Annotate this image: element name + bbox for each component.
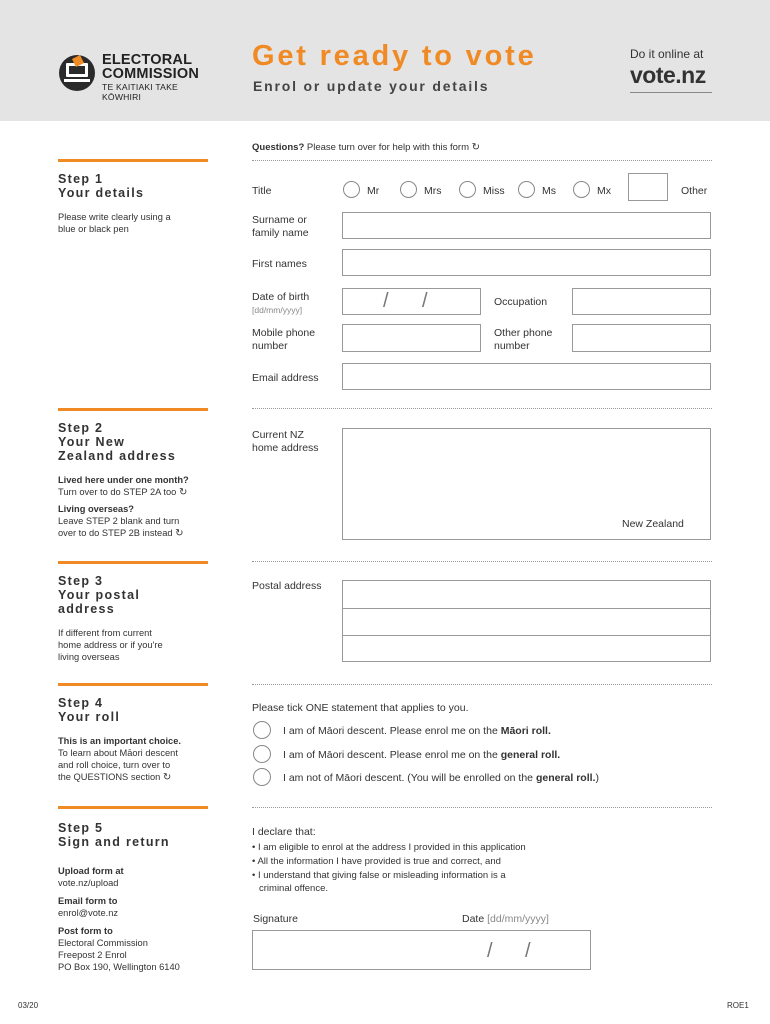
step1-note <box>58 211 171 235</box>
date-label-text: Date <box>462 913 485 925</box>
step3-note-line2: home address or if you're <box>58 640 163 650</box>
step4-title-line1: Step 4 <box>58 696 104 710</box>
roll-instruction: Please tick ONE statement that applies to you. <box>252 702 469 714</box>
roll-not-maori-label <box>283 772 599 784</box>
header-banner <box>0 0 770 121</box>
postal-address-line <box>343 635 710 636</box>
step2-title-line1: Step 2 <box>58 421 104 435</box>
divider <box>252 160 712 161</box>
email-bold: Email form to <box>58 896 118 906</box>
turn-over-icon: ↻ <box>471 142 481 153</box>
title-ms-radio[interactable] <box>518 181 535 198</box>
other-phone-input[interactable] <box>572 324 711 352</box>
dob-label: Date of birth <box>252 291 310 303</box>
step4-title <box>58 696 120 724</box>
step2-note1-text: Turn over to do STEP 2A too <box>58 487 177 497</box>
step2-note1-bold: Lived here under one month? <box>58 475 189 485</box>
step4-note-bold: This is an important choice. <box>58 736 181 746</box>
mobile-label <box>252 327 315 353</box>
step5-title <box>58 821 170 849</box>
title-mrs-label: Mrs <box>424 185 442 197</box>
declaration-text-3b: criminal offence. <box>259 882 328 894</box>
step4-note-line2: To learn about Māori descent <box>58 748 178 758</box>
surname-input[interactable] <box>342 212 711 239</box>
form-date-code: 03/20 <box>18 1001 39 1010</box>
vote-nz-link[interactable]: vote.nz <box>630 62 706 88</box>
post-info <box>58 925 180 973</box>
divider <box>252 561 712 562</box>
surname-label <box>252 214 309 240</box>
step2-note-overseas <box>58 503 184 540</box>
logo-text-maori: TE KAITIAKI TAKE KŌWHIRI <box>102 82 178 102</box>
date-slash-2: / <box>525 940 531 962</box>
step5-accent <box>58 806 208 809</box>
declare-heading: I declare that: <box>252 826 316 838</box>
step2-note2-bold: Living overseas? <box>58 504 134 514</box>
step4-note-line3: and roll choice, turn over to <box>58 760 171 770</box>
declaration-text-1: I am eligible to enrol at the address I provided in this application <box>257 842 526 853</box>
postal-address-input[interactable] <box>342 580 711 662</box>
date-hint: [dd/mm/yyyy] <box>487 913 549 925</box>
title-mr-label: Mr <box>367 185 380 197</box>
page-subtitle: Enrol or update your details <box>253 78 490 94</box>
roll-maori-bold: Māori roll. <box>500 725 551 737</box>
dob-slash-2: / <box>422 290 428 312</box>
roll-maori-radio[interactable] <box>253 721 271 739</box>
post-line1: Electoral Commission <box>58 938 148 948</box>
dob-hint: [dd/mm/yyyy] <box>252 305 303 315</box>
step3-accent <box>58 561 208 564</box>
post-line3: PO Box 190, Wellington 6140 <box>58 962 180 972</box>
other-phone-label-line1: Other phone <box>494 327 553 339</box>
step4-note <box>58 735 181 784</box>
postal-address-label: Postal address <box>252 580 322 592</box>
roll-not-maori-radio[interactable] <box>253 768 271 786</box>
step4-note-line4: the QUESTIONS section <box>58 772 161 782</box>
step3-note-line1: If different from current <box>58 628 152 638</box>
upload-url: vote.nz/upload <box>58 878 119 888</box>
declaration-item: • I understand that giving false or misleading information is a criminal offence. <box>252 870 572 895</box>
postal-address-line <box>343 608 710 609</box>
step3-note <box>58 627 163 663</box>
date-label <box>462 913 549 926</box>
vote-nz-underline <box>630 92 712 93</box>
turn-over-icon: ↻ <box>162 772 172 783</box>
surname-label-line2: family name <box>252 227 309 239</box>
declaration-item: • All the information I have provided is true and correct, and <box>252 856 501 867</box>
step1-note-line1: Please write clearly using a <box>58 212 171 222</box>
logo-text-commission: COMMISSION <box>102 66 200 82</box>
signature-label: Signature <box>253 913 298 925</box>
country-new-zealand: New Zealand <box>622 518 684 530</box>
step1-title-line1: Step 1 <box>58 172 104 186</box>
roll-maori-label <box>283 725 551 737</box>
step4-accent <box>58 683 208 686</box>
roll-not-maori-text: I am not of Māori descent. (You will be enrolled on the <box>283 772 534 784</box>
step4-title-line2: Your roll <box>58 710 121 724</box>
step5-title-line2: Sign and return <box>58 835 170 849</box>
title-mr-radio[interactable] <box>343 181 360 198</box>
title-mrs-radio[interactable] <box>400 181 417 198</box>
step3-title-line2: Your postal <box>58 588 141 602</box>
mobile-label-line2: number <box>252 340 288 352</box>
step5-title-line1: Step 5 <box>58 821 104 835</box>
step2-note2-line1: Leave STEP 2 blank and turn <box>58 516 180 526</box>
step2-accent <box>58 408 208 411</box>
title-other-label: Other <box>681 185 708 197</box>
dob-input[interactable] <box>342 288 481 315</box>
title-mx-label: Mx <box>597 185 611 197</box>
roll-maori-text: I am of Māori descent. Please enrol me on the <box>283 725 498 737</box>
declaration-text-3a: I understand that giving false or misleading information is a <box>257 870 506 881</box>
mobile-label-line1: Mobile phone <box>252 327 316 339</box>
title-mx-radio[interactable] <box>573 181 590 198</box>
step2-title-line3: Zealand address <box>58 449 177 463</box>
step3-title <box>58 574 140 616</box>
step1-note-line2: blue or black pen <box>58 224 129 234</box>
roll-not-maori-end: ) <box>595 772 599 784</box>
upload-bold: Upload form at <box>58 866 124 876</box>
title-label: Title <box>252 185 272 197</box>
logo-text-electoral: ELECTORAL <box>102 52 193 68</box>
divider <box>252 408 712 409</box>
turn-over-icon: ↻ <box>175 528 184 539</box>
roll-general-maori-label <box>283 749 560 761</box>
post-bold: Post form to <box>58 926 113 936</box>
divider <box>252 684 712 685</box>
step1-title <box>58 172 144 200</box>
signature-date-box[interactable] <box>252 930 591 970</box>
questions-bold: Questions? <box>252 142 305 153</box>
divider <box>252 807 712 808</box>
upload-info <box>58 865 124 889</box>
online-label: Do it online at <box>630 47 704 61</box>
step2-title <box>58 421 176 463</box>
roll-general-maori-bold: general roll. <box>500 749 561 761</box>
first-names-input[interactable] <box>342 249 711 276</box>
step3-title-line1: Step 3 <box>58 574 104 588</box>
title-other-input[interactable] <box>628 173 668 201</box>
other-phone-label <box>494 327 552 353</box>
occupation-input[interactable] <box>572 288 711 315</box>
first-names-label: First names <box>252 258 307 270</box>
home-address-label <box>252 429 319 455</box>
step1-title-line2: Your details <box>58 186 145 200</box>
surname-label-line1: Surname or <box>252 214 307 226</box>
dob-slash-1: / <box>383 290 389 312</box>
page-title: Get ready to vote <box>252 40 537 72</box>
step3-title-line3: address <box>58 602 116 616</box>
home-address-input[interactable] <box>342 428 711 540</box>
declaration-text-2: All the information I have provided is true and correct, and <box>257 856 501 867</box>
roll-general-maori-radio[interactable] <box>253 745 271 763</box>
step2-note-short-stay <box>58 474 189 499</box>
step1-accent <box>58 159 208 162</box>
step3-note-line3: living overseas <box>58 652 120 662</box>
home-address-label-line2: home address <box>252 442 319 454</box>
post-line2: Freepost 2 Enrol <box>58 950 127 960</box>
email-input[interactable] <box>342 363 711 390</box>
mobile-phone-input[interactable] <box>342 324 481 352</box>
occupation-label: Occupation <box>494 296 548 308</box>
declaration-item: • I am eligible to enrol at the address I provided in this application <box>252 842 526 853</box>
turn-over-icon: ↻ <box>178 487 188 498</box>
questions-note <box>252 142 480 153</box>
electoral-commission-logo <box>58 49 208 102</box>
ballot-box-logo-icon <box>58 49 96 93</box>
questions-text: Please turn over for help with this form <box>306 142 470 153</box>
step2-note2-line2: over to do STEP 2B instead <box>58 528 173 538</box>
title-miss-label: Miss <box>483 185 505 197</box>
other-phone-label-line2: number <box>494 340 530 352</box>
roll-general-maori-text: I am of Māori descent. Please enrol me on the <box>283 749 498 761</box>
home-address-label-line1: Current NZ <box>252 429 304 441</box>
title-ms-label: Ms <box>542 185 556 197</box>
form-code: ROE1 <box>727 1001 749 1010</box>
date-slash-1: / <box>487 940 493 962</box>
title-miss-radio[interactable] <box>459 181 476 198</box>
email-label: Email address <box>252 372 319 384</box>
email-info <box>58 895 118 919</box>
email-address-text: enrol@vote.nz <box>58 908 119 918</box>
roll-not-maori-bold: general roll. <box>535 772 596 784</box>
step2-title-line2: Your New <box>58 435 126 449</box>
